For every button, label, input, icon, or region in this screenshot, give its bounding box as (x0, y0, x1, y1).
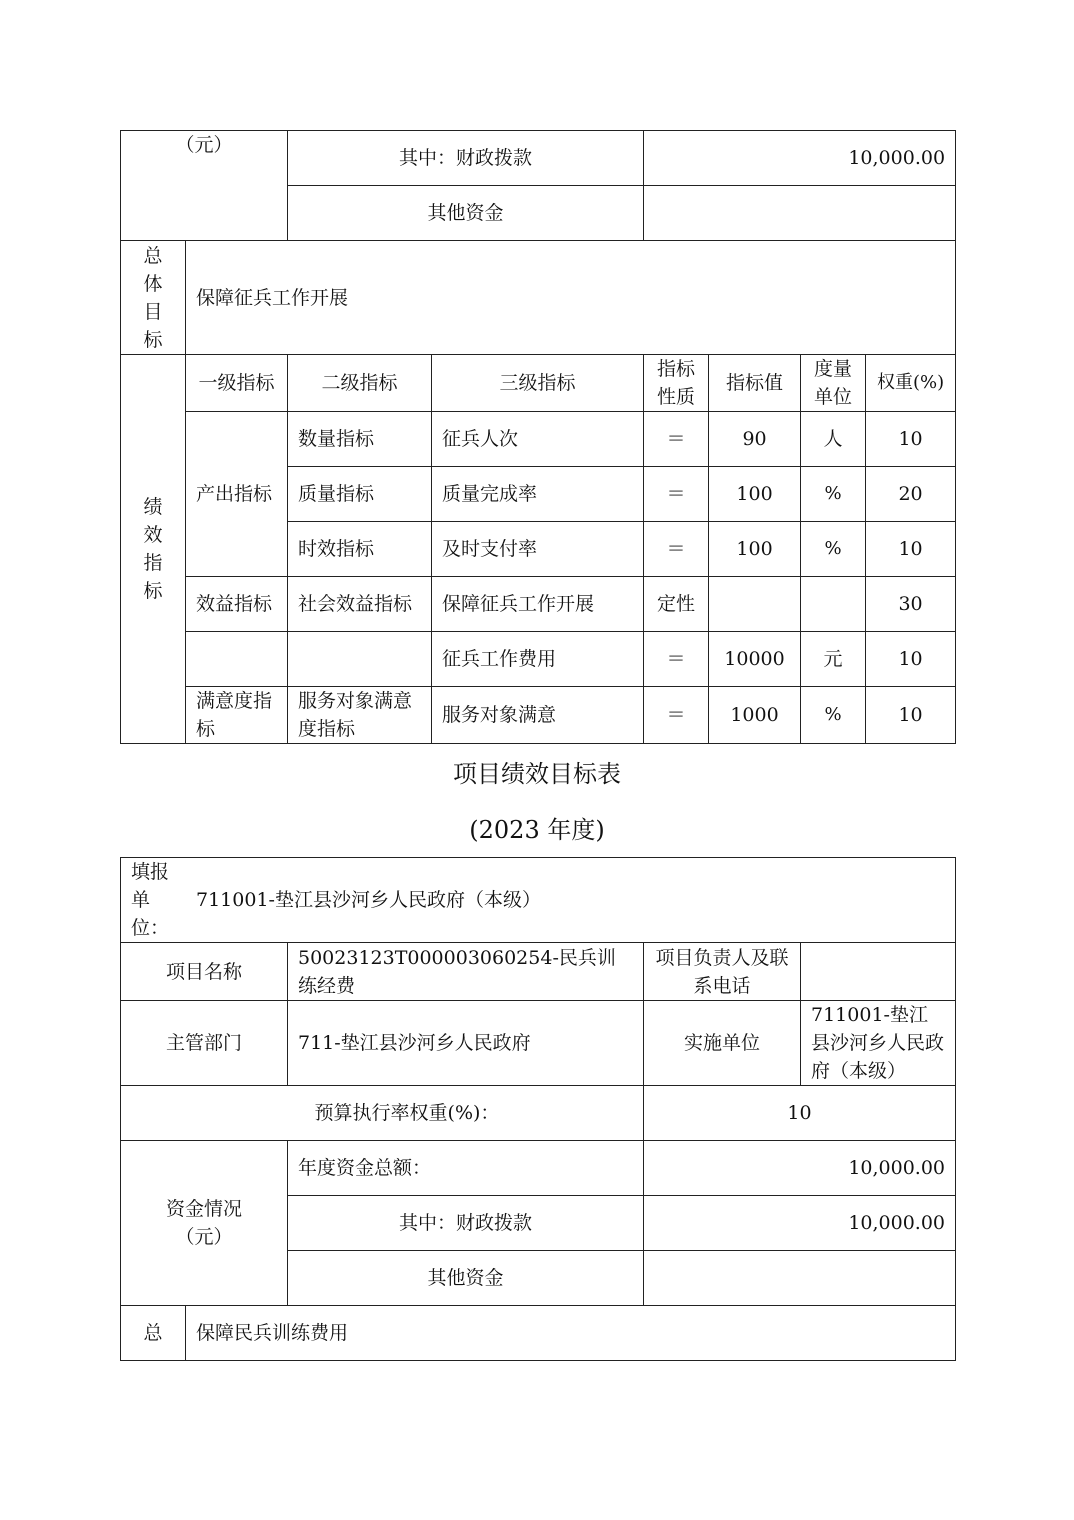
row-nature: ＝ (644, 632, 709, 687)
row-l3: 质量完成率 (432, 467, 644, 522)
total-funds-label: 年度资金总额： (288, 1141, 644, 1196)
row-unit: % (801, 522, 866, 577)
total-funds-value: 10,000.00 (644, 1141, 956, 1196)
row-value (709, 577, 801, 632)
header-value: 指标值 (709, 355, 801, 412)
group-benefit: 效益指标 (186, 577, 288, 632)
reporting-unit-label: 填报 单 位： (131, 861, 170, 939)
page-title: 项目绩效目标表 (453, 760, 621, 788)
header-nature: 指标 性质 (644, 355, 709, 412)
row-l2: 服务对象满意度指标 (288, 687, 432, 744)
other-funds-label: 其他资金 (288, 186, 644, 241)
fund-status-label: 资金情况 （元） (121, 1141, 288, 1306)
row-l2: 数量指标 (288, 412, 432, 467)
row-l3: 征兵工作费用 (432, 632, 644, 687)
row-value: 90 (709, 412, 801, 467)
overall-goal-label: 总 体 目 标 (121, 241, 186, 355)
reporting-unit-value: 711001-垫江县沙河乡人民政府（本级） (196, 889, 541, 911)
performance-indicators-label: 绩 效 指 标 (121, 355, 186, 744)
row-l2: 质量指标 (288, 467, 432, 522)
overall-goal-label: 总 (121, 1306, 186, 1361)
row-nature: ＝ (644, 467, 709, 522)
fiscal-value: 10,000.00 (644, 131, 956, 186)
reporting-unit-row (121, 858, 956, 943)
other-funds-value (644, 186, 956, 241)
row-weight: 10 (866, 687, 956, 744)
row-weight: 10 (866, 632, 956, 687)
contact-value (801, 943, 956, 1001)
row-unit: % (801, 467, 866, 522)
overall-goal-text: 保障征兵工作开展 (186, 241, 956, 355)
row-l2: 社会效益指标 (288, 577, 432, 632)
header-level2: 二级指标 (288, 355, 432, 412)
row-l3: 保障征兵工作开展 (432, 577, 644, 632)
row-unit: % (801, 687, 866, 744)
row-l2 (288, 632, 432, 687)
row-l2: 时效指标 (288, 522, 432, 577)
contact-label: 项目负责人及联系电话 (644, 943, 801, 1001)
fund-unit-label: （元） (121, 131, 288, 241)
header-unit: 度量 单位 (801, 355, 866, 412)
table-row (121, 687, 956, 744)
group-satisfaction: 满意度指标 (186, 687, 288, 744)
row-nature: ＝ (644, 687, 709, 744)
row-l3: 征兵人次 (432, 412, 644, 467)
impl-unit-value: 711001-垫江县沙河乡人民政府（本级） (801, 1001, 956, 1086)
overall-goal-text: 保障民兵训练费用 (186, 1306, 956, 1361)
other-funds-value (644, 1251, 956, 1306)
dept-value: 711-垫江县沙河乡人民政府 (288, 1001, 644, 1086)
header-level3: 三级指标 (432, 355, 644, 412)
table-row (121, 412, 956, 467)
fiscal-label: 其中：财政拨款 (288, 131, 644, 186)
group-empty (186, 632, 288, 687)
header-level1: 一级指标 (186, 355, 288, 412)
row-nature: ＝ (644, 522, 709, 577)
dept-label: 主管部门 (121, 1001, 288, 1086)
row-nature: 定性 (644, 577, 709, 632)
page-subtitle-year: (2023 年度) (469, 816, 605, 844)
budget-rate-label: 预算执行率权重(%)： (121, 1086, 644, 1141)
project-name-label: 项目名称 (121, 943, 288, 1001)
fiscal-label: 其中：财政拨款 (288, 1196, 644, 1251)
row-weight: 10 (866, 522, 956, 577)
row-unit: 人 (801, 412, 866, 467)
row-weight: 30 (866, 577, 956, 632)
header-weight: 权重(%) (866, 355, 956, 412)
impl-unit-label: 实施单位 (644, 1001, 801, 1086)
other-funds-label: 其他资金 (288, 1251, 644, 1306)
table-row (121, 632, 956, 687)
row-l3: 服务对象满意 (432, 687, 644, 744)
row-weight: 20 (866, 467, 956, 522)
row-unit (801, 577, 866, 632)
performance-table-continued (120, 130, 956, 744)
table-row (121, 577, 956, 632)
fiscal-value: 10,000.00 (644, 1196, 956, 1251)
project-info-table (120, 857, 956, 1361)
row-nature: ＝ (644, 412, 709, 467)
row-value: 100 (709, 522, 801, 577)
row-value: 10000 (709, 632, 801, 687)
row-value: 100 (709, 467, 801, 522)
group-output: 产出指标 (186, 412, 288, 577)
row-unit: 元 (801, 632, 866, 687)
row-l3: 及时支付率 (432, 522, 644, 577)
row-value: 1000 (709, 687, 801, 744)
row-weight: 10 (866, 412, 956, 467)
budget-rate-value: 10 (644, 1086, 956, 1141)
project-name-value: 50023123T000003060254-民兵训练经费 (288, 943, 644, 1001)
